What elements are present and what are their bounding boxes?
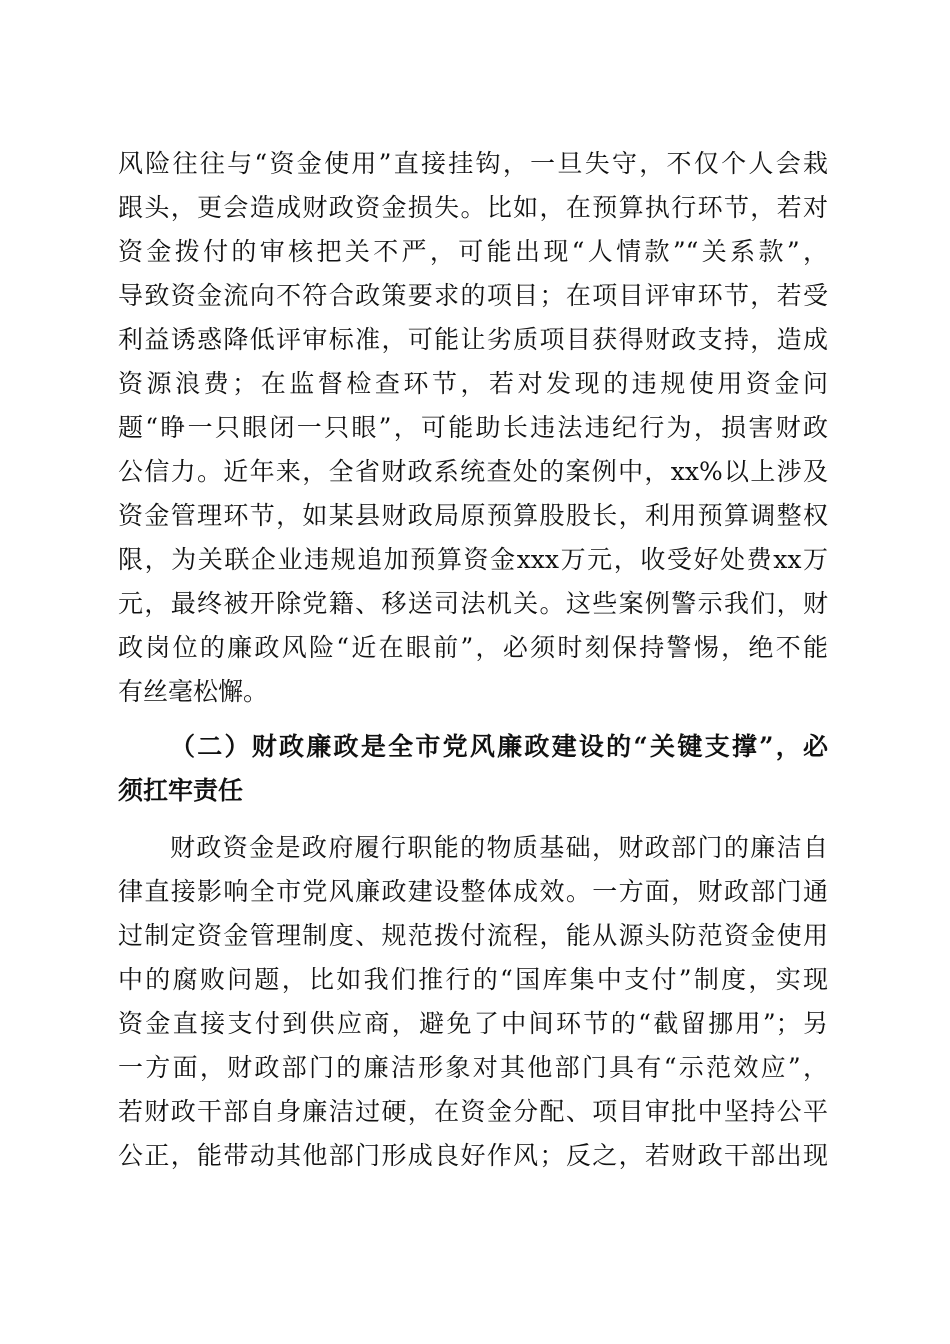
body-text-line: 中的腐败问题，比如我们推行的“国库集中支付”制度，实现 xyxy=(118,965,828,994)
body-text-line: 若财政干部自身廉洁过硬，在资金分配、项目审批中坚持公平 xyxy=(118,1097,828,1126)
body-text-line: 风险往往与“资金使用”直接挂钩，一旦失守，不仅个人会栽 xyxy=(118,149,828,178)
body-text-line: 政岗位的廉政风险“近在眼前”，必须时刻保持警惕，绝不能 xyxy=(118,633,828,662)
section-heading: 须扛牢责任 xyxy=(118,776,244,805)
body-text-line: 资金直接支付到供应商，避免了中间环节的“截留挪用”；另 xyxy=(118,1009,828,1038)
body-text-line: 公信力。近年来，全省财政系统查处的案例中，xx%以上涉及 xyxy=(118,457,828,486)
body-text-line: 财政资金是政府履行职能的物质基础，财政部门的廉洁自 xyxy=(170,833,828,862)
body-text-line: 公正，能带动其他部门形成良好作风；反之，若财政干部出现 xyxy=(118,1141,828,1170)
body-text-line: 过制定资金管理制度、规范拨付流程，能从源头防范资金使用 xyxy=(118,921,828,950)
body-text-line: 导致资金流向不符合政策要求的项目；在项目评审环节，若受 xyxy=(118,281,828,310)
body-text-line: 律直接影响全市党风廉政建设整体成效。一方面，财政部门通 xyxy=(118,877,828,906)
section-heading: （二）财政廉政是全市党风廉政建设的“关键支撑”，必 xyxy=(170,732,828,761)
body-text-line: 一方面，财政部门的廉洁形象对其他部门具有“示范效应”， xyxy=(118,1053,828,1082)
body-text-line: 资金拨付的审核把关不严，可能出现“人情款”“关系款”， xyxy=(118,237,828,266)
body-text-line: 元，最终被开除党籍、移送司法机关。这些案例警示我们，财 xyxy=(118,589,828,618)
body-text-line: 题“睁一只眼闭一只眼”，可能助长违法违纪行为，损害财政 xyxy=(118,413,828,442)
body-text-line: 跟头，更会造成财政资金损失。比如，在预算执行环节，若对 xyxy=(118,193,828,222)
body-text-line: 资金管理环节，如某县财政局原预算股股长，利用预算调整权 xyxy=(118,501,828,530)
body-text-line: 有丝毫松懈。 xyxy=(118,677,269,706)
body-text-line: 利益诱惑降低评审标准，可能让劣质项目获得财政支持，造成 xyxy=(118,325,828,354)
body-text-line: 限，为关联企业违规追加预算资金xxx万元，收受好处费xx万 xyxy=(118,545,828,574)
body-text-line: 资源浪费；在监督检查环节，若对发现的违规使用资金问 xyxy=(118,369,828,398)
